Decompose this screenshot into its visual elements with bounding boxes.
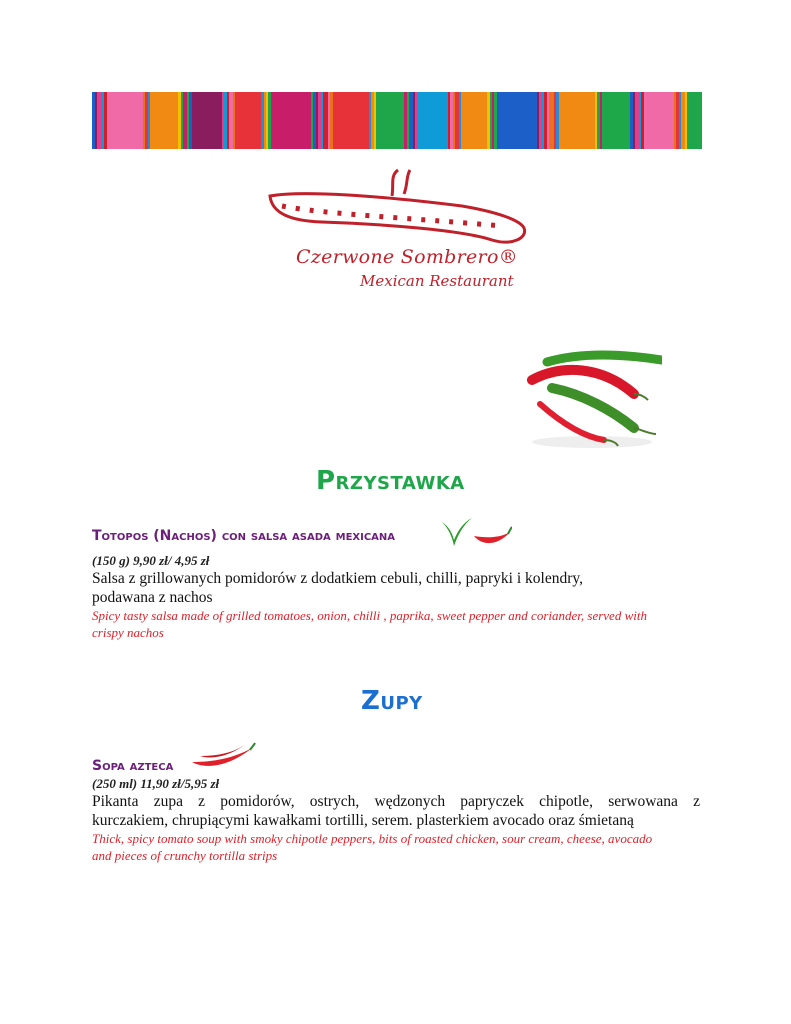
banner-stripe [266, 92, 268, 149]
banner-stripe [148, 92, 150, 149]
banner-stripe [316, 92, 318, 149]
banner-stripe [415, 92, 418, 149]
banner-stripe [630, 92, 633, 149]
sombrero-logo-icon [262, 166, 532, 246]
banner-stripe [107, 92, 143, 149]
banner-stripe [409, 92, 413, 149]
dish-description-pl-line1: Pikanta zupa z pomidorów, ostrych, wędzonych papryczek chipotle, serwowana z [92, 793, 700, 810]
banner-stripe [371, 92, 374, 149]
banner-stripe [150, 92, 178, 149]
banner-stripe [271, 92, 311, 149]
dish-description-en-line2: crispy nachos [92, 625, 164, 640]
banner-stripe [681, 92, 685, 149]
banner-stripe [461, 92, 487, 149]
dish-description-en-line1: Spicy tasty salsa made of grilled tomatoes, onion, chilli , paprika, sweet pepper and coriander, served with [92, 608, 647, 623]
serape-stripe-banner [92, 92, 702, 149]
banner-stripe [597, 92, 600, 149]
banner-stripe [102, 92, 104, 149]
banner-stripe [549, 92, 554, 149]
banner-stripe [97, 92, 102, 149]
dish-meta-totopos: (150 g) 9,90 zł/ 4,95 zł [92, 553, 210, 568]
banner-stripe [330, 92, 333, 149]
chili-peppers-picture [522, 350, 662, 450]
banner-stripe [542, 92, 544, 149]
banner-stripe [602, 92, 630, 149]
banner-stripe [318, 92, 321, 149]
banner-stripe [189, 92, 192, 149]
banner-stripe [644, 92, 674, 149]
section-title-zupy: Zupy [361, 686, 423, 716]
banner-stripe [95, 92, 97, 149]
banner-stripe [448, 92, 450, 149]
banner-stripe [104, 92, 107, 149]
banner-stripe [600, 92, 602, 149]
section-title-przystawka: Przystawka [316, 466, 465, 496]
banner-stripe [261, 92, 264, 149]
banner-stripe [181, 92, 183, 149]
banner-stripe [145, 92, 148, 149]
banner-stripe [554, 92, 556, 149]
banner-stripe [404, 92, 407, 149]
banner-stripe [674, 92, 676, 149]
banner-stripe [487, 92, 490, 149]
banner-stripe [490, 92, 492, 149]
banner-stripe [224, 92, 227, 149]
banner-stripe [494, 92, 497, 149]
banner-stripe [497, 92, 537, 149]
stripe-pattern [92, 92, 702, 149]
banner-stripe [311, 92, 313, 149]
banner-stripe [687, 92, 702, 149]
banner-stripe [453, 92, 455, 149]
vegetarian-leaf-icon [438, 514, 474, 550]
dish-description-pl-line1: Salsa z grillowanych pomidorów z dodatkiem cebuli, chilli, papryki i kolendry, [92, 570, 584, 587]
banner-stripe [455, 92, 459, 149]
banner-stripe [333, 92, 369, 149]
logo-name: Czerwone Sombrero® [296, 246, 518, 268]
dish-description-pl-line2: podawana z nachos [92, 589, 213, 606]
banner-stripe [450, 92, 453, 149]
banner-stripe [537, 92, 539, 149]
dish-meta-sopa-azteca: (250 ml) 11,90 zł/5,95 zł [92, 776, 220, 791]
banner-stripe [633, 92, 635, 149]
banner-stripe [235, 92, 261, 149]
banner-stripe [192, 92, 222, 149]
chili-pepper-icon [190, 742, 256, 772]
banner-stripe [418, 92, 448, 149]
banner-stripe [492, 92, 494, 149]
banner-stripe [407, 92, 409, 149]
banner-stripe [685, 92, 687, 149]
dish-description-en-line1: Thick, spicy tomato soup with smoky chipotle peppers, bits of roasted chicken, sour cream, cheese, avocado [92, 831, 653, 846]
banner-stripe [268, 92, 271, 149]
banner-stripe [635, 92, 639, 149]
banner-stripe [187, 92, 189, 149]
banner-stripe [264, 92, 266, 149]
banner-stripe [229, 92, 233, 149]
banner-stripe [222, 92, 224, 149]
logo-subtitle: Mexican Restaurant [360, 272, 514, 290]
dish-name-sopa-azteca: Sopa azteca [92, 758, 174, 774]
banner-stripe [313, 92, 316, 149]
banner-stripe [544, 92, 547, 149]
banner-stripe [641, 92, 644, 149]
banner-stripe [233, 92, 235, 149]
banner-stripe [459, 92, 461, 149]
banner-stripe [559, 92, 595, 149]
banner-stripe [92, 92, 95, 149]
banner-stripe [376, 92, 404, 149]
banner-stripe [539, 92, 542, 149]
banner-stripe [183, 92, 187, 149]
banner-stripe [556, 92, 559, 149]
banner-stripe [374, 92, 376, 149]
banner-stripe [369, 92, 371, 149]
banner-stripe [178, 92, 181, 149]
banner-stripe [143, 92, 145, 149]
banner-stripe [676, 92, 679, 149]
banner-stripe [547, 92, 549, 149]
banner-stripe [413, 92, 415, 149]
banner-stripe [595, 92, 597, 149]
dish-description-pl-line2: kurczakiem, chrupiącymi kawałkami tortilli, serem. plasterkiem avocado oraz śmietaną [92, 812, 634, 829]
banner-stripe [323, 92, 328, 149]
dish-description-en-line2: and pieces of crunchy tortilla strips [92, 848, 278, 863]
banner-stripe [639, 92, 641, 149]
banner-stripe [679, 92, 681, 149]
banner-stripe [328, 92, 330, 149]
chili-pepper-icon [472, 526, 512, 548]
dish-name-totopos: Totopos (Nachos) con salsa asada mexicana [92, 528, 396, 544]
banner-stripe [227, 92, 229, 149]
banner-stripe [321, 92, 323, 149]
